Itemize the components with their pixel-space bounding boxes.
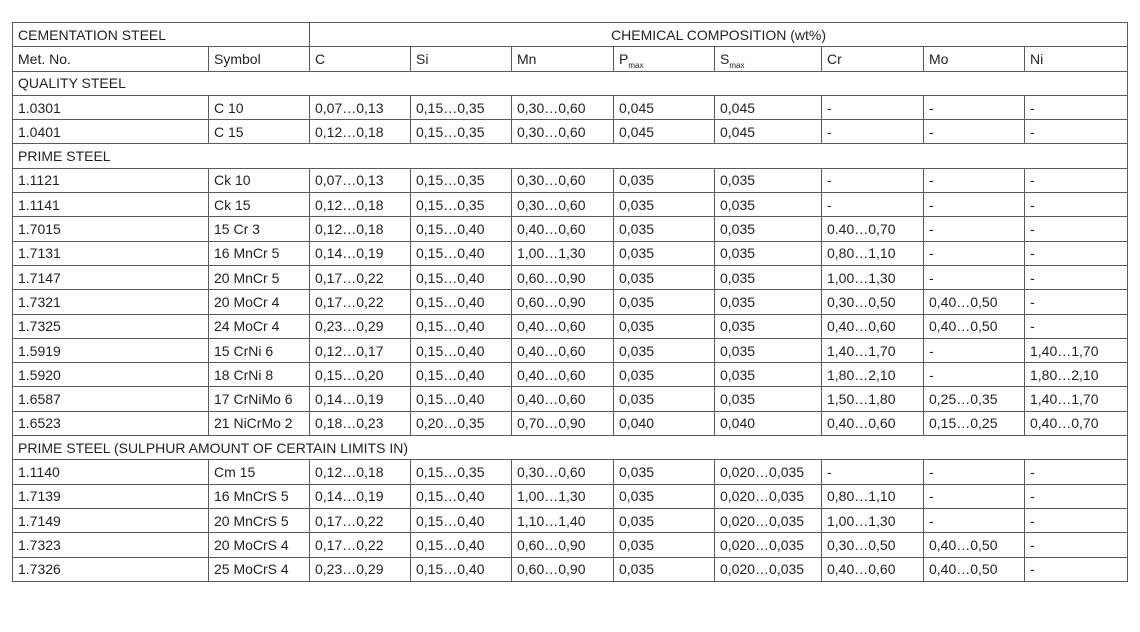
table-row bbox=[13, 508, 1128, 532]
cell-c: 0,18…0,23 bbox=[310, 411, 411, 435]
column-header-symbol bbox=[209, 47, 310, 71]
cell-p-max: 0,035 bbox=[614, 168, 715, 192]
cell-ni: 1,40…1,70 bbox=[1025, 338, 1128, 362]
table-row bbox=[13, 95, 1128, 119]
cell-symbol: 21 NiCrMo 2 bbox=[209, 411, 310, 435]
cell-si: 0,15…0,35 bbox=[411, 460, 512, 484]
cell-si: 0,15…0,40 bbox=[411, 217, 512, 241]
column-header-met-no bbox=[13, 47, 209, 71]
cell-s-max: 0,035 bbox=[715, 217, 822, 241]
cell-c: 0,14…0,19 bbox=[310, 387, 411, 411]
cell-met-no: 1.5919 bbox=[13, 338, 209, 362]
column-header-row bbox=[13, 47, 1128, 71]
cell-s-max: 0,035 bbox=[715, 338, 822, 362]
cell-mo: 0,40…0,50 bbox=[924, 557, 1025, 581]
cell-p-max: 0,035 bbox=[614, 241, 715, 265]
cell-s-max: 0,035 bbox=[715, 241, 822, 265]
cell-mn: 1,10…1,40 bbox=[512, 508, 614, 532]
table-row bbox=[13, 387, 1128, 411]
cell-met-no: 1.1140 bbox=[13, 460, 209, 484]
cell-si: 0,15…0,40 bbox=[411, 363, 512, 387]
cell-met-no: 1.7131 bbox=[13, 241, 209, 265]
cell-mo: 0,40…0,50 bbox=[924, 314, 1025, 338]
cell-cr: - bbox=[822, 460, 924, 484]
column-header-p-max bbox=[614, 47, 715, 71]
cell-c: 0,12…0,18 bbox=[310, 193, 411, 217]
cell-s-max: 0,020…0,035 bbox=[715, 484, 822, 508]
cell-ni: - bbox=[1025, 95, 1128, 119]
cell-c: 0,12…0,18 bbox=[310, 460, 411, 484]
cell-c: 0,07…0,13 bbox=[310, 168, 411, 192]
title-row bbox=[13, 23, 1128, 47]
cell-mn: 0,40…0,60 bbox=[512, 363, 614, 387]
cell-p-max: 0,035 bbox=[614, 508, 715, 532]
table-row bbox=[13, 217, 1128, 241]
cell-ni: - bbox=[1025, 290, 1128, 314]
cell-ni: - bbox=[1025, 484, 1128, 508]
cell-symbol: Ck 10 bbox=[209, 168, 310, 192]
cell-s-max: 0,045 bbox=[715, 95, 822, 119]
cell-mo: - bbox=[924, 217, 1025, 241]
cell-s-max: 0,035 bbox=[715, 290, 822, 314]
cell-met-no: 1.7323 bbox=[13, 533, 209, 557]
cell-ni: - bbox=[1025, 314, 1128, 338]
cell-s-max: 0,035 bbox=[715, 265, 822, 289]
cell-mo: - bbox=[924, 460, 1025, 484]
cell-s-max: 0,040 bbox=[715, 411, 822, 435]
cell-symbol: Cm 15 bbox=[209, 460, 310, 484]
cell-mn: 1,00…1,30 bbox=[512, 241, 614, 265]
section-row bbox=[13, 71, 1128, 95]
steel-composition-table bbox=[12, 22, 1128, 582]
cell-s-max: 0,035 bbox=[715, 387, 822, 411]
cell-mn: 0,60…0,90 bbox=[512, 290, 614, 314]
cell-si: 0,15…0,40 bbox=[411, 314, 512, 338]
cell-c: 0,17…0,22 bbox=[310, 508, 411, 532]
cell-met-no: 1.1121 bbox=[13, 168, 209, 192]
section-title: QUALITY STEEL bbox=[13, 71, 1128, 95]
cell-cr: 0,30…0,50 bbox=[822, 290, 924, 314]
cell-symbol: 15 CrNi 6 bbox=[209, 338, 310, 362]
cell-mn: 0,60…0,90 bbox=[512, 265, 614, 289]
cell-ni: 1,80…2,10 bbox=[1025, 363, 1128, 387]
column-header-subscript: max bbox=[628, 60, 644, 70]
cell-mn: 0,40…0,60 bbox=[512, 217, 614, 241]
cell-c: 0,12…0,18 bbox=[310, 217, 411, 241]
cell-cr: 0,80…1,10 bbox=[822, 484, 924, 508]
cell-symbol: 24 MoCr 4 bbox=[209, 314, 310, 338]
cell-p-max: 0,035 bbox=[614, 460, 715, 484]
cell-mn: 0,40…0,60 bbox=[512, 387, 614, 411]
cell-ni: - bbox=[1025, 241, 1128, 265]
cell-mn: 0,30…0,60 bbox=[512, 95, 614, 119]
cell-cr: 1,00…1,30 bbox=[822, 508, 924, 532]
cell-mo: 0,40…0,50 bbox=[924, 290, 1025, 314]
cell-mn: 0,30…0,60 bbox=[512, 168, 614, 192]
cell-symbol: C 10 bbox=[209, 95, 310, 119]
cell-p-max: 0,035 bbox=[614, 363, 715, 387]
column-header-mn bbox=[512, 47, 614, 71]
cell-c: 0,17…0,22 bbox=[310, 533, 411, 557]
column-header-label: P bbox=[619, 50, 629, 67]
cell-si: 0,15…0,35 bbox=[411, 193, 512, 217]
cell-si: 0,20…0,35 bbox=[411, 411, 512, 435]
cell-symbol: 20 MoCrS 4 bbox=[209, 533, 310, 557]
cell-symbol: 16 MnCr 5 bbox=[209, 241, 310, 265]
cell-cr: - bbox=[822, 193, 924, 217]
cell-cr: 0,30…0,50 bbox=[822, 533, 924, 557]
cell-ni: - bbox=[1025, 193, 1128, 217]
column-header-c bbox=[310, 47, 411, 71]
cell-mn: 0,40…0,60 bbox=[512, 314, 614, 338]
cell-c: 0,23…0,29 bbox=[310, 314, 411, 338]
table-row bbox=[13, 460, 1128, 484]
cell-p-max: 0,035 bbox=[614, 484, 715, 508]
cell-cr: 1,80…2,10 bbox=[822, 363, 924, 387]
cell-si: 0,15…0,35 bbox=[411, 168, 512, 192]
cell-p-max: 0,035 bbox=[614, 387, 715, 411]
cell-symbol: 15 Cr 3 bbox=[209, 217, 310, 241]
cell-cr: 1,00…1,30 bbox=[822, 265, 924, 289]
cell-mo: - bbox=[924, 241, 1025, 265]
column-header-si bbox=[411, 47, 512, 71]
cell-mo: - bbox=[924, 193, 1025, 217]
column-header-s-max bbox=[715, 47, 822, 71]
table-title: CEMENTATION STEEL bbox=[13, 23, 310, 47]
cell-s-max: 0,035 bbox=[715, 363, 822, 387]
cell-s-max: 0,035 bbox=[715, 314, 822, 338]
column-header-mo bbox=[924, 47, 1025, 71]
cell-p-max: 0,035 bbox=[614, 314, 715, 338]
section-title: PRIME STEEL bbox=[13, 144, 1128, 168]
cell-mo: - bbox=[924, 363, 1025, 387]
cell-mn: 0,40…0,60 bbox=[512, 338, 614, 362]
section-row bbox=[13, 436, 1128, 460]
cell-cr: - bbox=[822, 95, 924, 119]
cell-mo: - bbox=[924, 508, 1025, 532]
cell-symbol: Ck 15 bbox=[209, 193, 310, 217]
cell-ni: - bbox=[1025, 508, 1128, 532]
cell-mo: 0,40…0,50 bbox=[924, 533, 1025, 557]
column-header-cr bbox=[822, 47, 924, 71]
cell-cr: - bbox=[822, 120, 924, 144]
cell-cr: 0,40…0,60 bbox=[822, 411, 924, 435]
cell-si: 0,15…0,40 bbox=[411, 557, 512, 581]
table-row bbox=[13, 265, 1128, 289]
cell-p-max: 0,035 bbox=[614, 557, 715, 581]
cell-met-no: 1.0301 bbox=[13, 95, 209, 119]
cell-cr: 0.40…0,70 bbox=[822, 217, 924, 241]
cell-s-max: 0,020…0,035 bbox=[715, 508, 822, 532]
cell-s-max: 0,035 bbox=[715, 168, 822, 192]
cell-cr: 0,40…0,60 bbox=[822, 314, 924, 338]
cell-c: 0,15…0,20 bbox=[310, 363, 411, 387]
table-row bbox=[13, 314, 1128, 338]
cell-mn: 1,00…1,30 bbox=[512, 484, 614, 508]
cell-met-no: 1.7015 bbox=[13, 217, 209, 241]
cell-met-no: 1.7139 bbox=[13, 484, 209, 508]
cell-s-max: 0,045 bbox=[715, 120, 822, 144]
cell-met-no: 1.6523 bbox=[13, 411, 209, 435]
cell-ni: - bbox=[1025, 120, 1128, 144]
cell-met-no: 1.7326 bbox=[13, 557, 209, 581]
cell-c: 0,17…0,22 bbox=[310, 265, 411, 289]
cell-cr: 0,80…1,10 bbox=[822, 241, 924, 265]
column-header-label: C bbox=[315, 50, 326, 67]
table-row bbox=[13, 484, 1128, 508]
cell-mo: - bbox=[924, 338, 1025, 362]
cell-mn: 0,30…0,60 bbox=[512, 193, 614, 217]
cell-ni: - bbox=[1025, 557, 1128, 581]
cell-ni: 0,40…0,70 bbox=[1025, 411, 1128, 435]
cell-ni: - bbox=[1025, 533, 1128, 557]
cell-met-no: 1.7147 bbox=[13, 265, 209, 289]
table-row bbox=[13, 533, 1128, 557]
cell-si: 0,15…0,40 bbox=[411, 338, 512, 362]
cell-p-max: 0,035 bbox=[614, 193, 715, 217]
cell-mn: 0,30…0,60 bbox=[512, 460, 614, 484]
column-header-label: S bbox=[720, 50, 730, 67]
column-header-label: Met. No. bbox=[18, 50, 71, 67]
table-row bbox=[13, 241, 1128, 265]
cell-c: 0,07…0,13 bbox=[310, 95, 411, 119]
cell-p-max: 0,045 bbox=[614, 95, 715, 119]
cell-symbol: 17 CrNiMo 6 bbox=[209, 387, 310, 411]
cell-p-max: 0,035 bbox=[614, 265, 715, 289]
cell-symbol: 25 MoCrS 4 bbox=[209, 557, 310, 581]
table-row bbox=[13, 193, 1128, 217]
cell-mo: 0,25…0,35 bbox=[924, 387, 1025, 411]
cell-s-max: 0,020…0,035 bbox=[715, 460, 822, 484]
cell-symbol: 20 MnCr 5 bbox=[209, 265, 310, 289]
cell-si: 0,15…0,35 bbox=[411, 95, 512, 119]
column-header-label: Si bbox=[416, 50, 429, 67]
cell-ni: - bbox=[1025, 265, 1128, 289]
cell-c: 0,17…0,22 bbox=[310, 290, 411, 314]
column-header-label: Cr bbox=[827, 50, 842, 67]
column-header-ni bbox=[1025, 47, 1128, 71]
cell-ni: - bbox=[1025, 168, 1128, 192]
cell-mo: 0,15…0,25 bbox=[924, 411, 1025, 435]
cell-s-max: 0,035 bbox=[715, 193, 822, 217]
cell-cr: 0,40…0,60 bbox=[822, 557, 924, 581]
cell-ni: 1,40…1,70 bbox=[1025, 387, 1128, 411]
cell-si: 0,15…0,40 bbox=[411, 508, 512, 532]
cell-ni: - bbox=[1025, 460, 1128, 484]
cell-s-max: 0,020…0,035 bbox=[715, 533, 822, 557]
cell-si: 0,15…0,40 bbox=[411, 265, 512, 289]
column-header-subscript: max bbox=[729, 60, 745, 70]
table-row bbox=[13, 168, 1128, 192]
cell-si: 0,15…0,40 bbox=[411, 241, 512, 265]
cell-mo: - bbox=[924, 120, 1025, 144]
cell-si: 0,15…0,40 bbox=[411, 290, 512, 314]
cell-p-max: 0,045 bbox=[614, 120, 715, 144]
cell-mo: - bbox=[924, 484, 1025, 508]
cell-c: 0,12…0,17 bbox=[310, 338, 411, 362]
cell-si: 0,15…0,35 bbox=[411, 120, 512, 144]
cell-ni: - bbox=[1025, 217, 1128, 241]
cell-si: 0,15…0,40 bbox=[411, 484, 512, 508]
cell-symbol: 20 MoCr 4 bbox=[209, 290, 310, 314]
table-row bbox=[13, 557, 1128, 581]
column-header-label: Ni bbox=[1030, 50, 1044, 67]
table-row bbox=[13, 411, 1128, 435]
section-row bbox=[13, 144, 1128, 168]
cell-mn: 0,30…0,60 bbox=[512, 120, 614, 144]
cell-cr: 1,50…1,80 bbox=[822, 387, 924, 411]
cell-mn: 0,70…0,90 bbox=[512, 411, 614, 435]
cell-met-no: 1.6587 bbox=[13, 387, 209, 411]
table-row bbox=[13, 363, 1128, 387]
cell-mn: 0,60…0,90 bbox=[512, 557, 614, 581]
cell-met-no: 1.0401 bbox=[13, 120, 209, 144]
cell-p-max: 0,040 bbox=[614, 411, 715, 435]
cell-symbol: C 15 bbox=[209, 120, 310, 144]
cell-symbol: 18 CrNi 8 bbox=[209, 363, 310, 387]
table-row bbox=[13, 338, 1128, 362]
cell-si: 0,15…0,40 bbox=[411, 387, 512, 411]
composition-title: CHEMICAL COMPOSITION (wt%) bbox=[310, 23, 1128, 47]
cell-mo: - bbox=[924, 95, 1025, 119]
cell-met-no: 1.7149 bbox=[13, 508, 209, 532]
cell-p-max: 0,035 bbox=[614, 533, 715, 557]
cell-met-no: 1.1141 bbox=[13, 193, 209, 217]
cell-mo: - bbox=[924, 168, 1025, 192]
section-title: PRIME STEEL (SULPHUR AMOUNT OF CERTAIN LIMITS IN) bbox=[13, 436, 1128, 460]
cell-mn: 0,60…0,90 bbox=[512, 533, 614, 557]
cell-c: 0,14…0,19 bbox=[310, 484, 411, 508]
cell-p-max: 0,035 bbox=[614, 290, 715, 314]
column-header-label: Mo bbox=[929, 50, 949, 67]
cell-p-max: 0,035 bbox=[614, 217, 715, 241]
cell-symbol: 16 MnCrS 5 bbox=[209, 484, 310, 508]
cell-symbol: 20 MnCrS 5 bbox=[209, 508, 310, 532]
cell-mo: - bbox=[924, 265, 1025, 289]
table-row bbox=[13, 290, 1128, 314]
cell-cr: - bbox=[822, 168, 924, 192]
cell-s-max: 0,020…0,035 bbox=[715, 557, 822, 581]
cell-c: 0,14…0,19 bbox=[310, 241, 411, 265]
cell-c: 0,12…0,18 bbox=[310, 120, 411, 144]
column-header-label: Symbol bbox=[214, 50, 261, 67]
cell-cr: 1,40…1,70 bbox=[822, 338, 924, 362]
cell-met-no: 1.5920 bbox=[13, 363, 209, 387]
cell-p-max: 0,035 bbox=[614, 338, 715, 362]
cell-c: 0,23…0,29 bbox=[310, 557, 411, 581]
cell-met-no: 1.7325 bbox=[13, 314, 209, 338]
cell-met-no: 1.7321 bbox=[13, 290, 209, 314]
cell-si: 0,15…0,40 bbox=[411, 533, 512, 557]
column-header-label: Mn bbox=[517, 50, 537, 67]
table-row bbox=[13, 120, 1128, 144]
